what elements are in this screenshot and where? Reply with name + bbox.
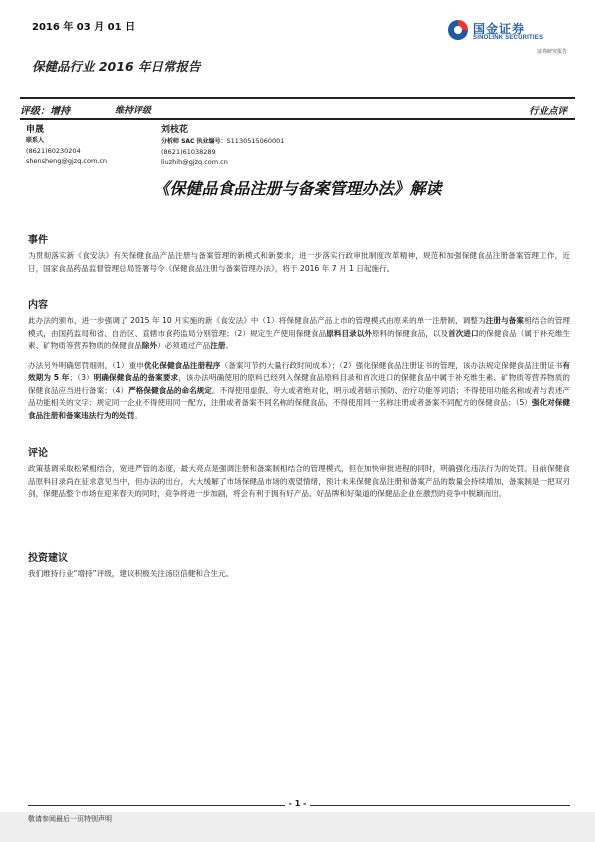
report-type: 行业点评 xyxy=(528,106,567,117)
section-paragraph: 为贯彻落实新《食安法》有关保健食品产品注册与备案管理的新模式和新要求，进一步落实行政审批制度改革精神，规范和加强保健食品注册备案管理工作，近日，国家食品药品监督管理总局签署号令《保健食品注册与备案管理办法》，将于 2016 年 7 月 1 日起施行。 xyxy=(28,251,570,273)
section-heading: 内容 xyxy=(28,300,48,311)
section-heading: 事件 xyxy=(28,235,48,246)
analyst-card xyxy=(161,124,284,167)
analyst-email[interactable]: liuzhih@gjzq.com.cn xyxy=(161,158,228,166)
analyst-name: 申晟 xyxy=(26,125,45,135)
logo-english-name: SINOLINK SECURITIES xyxy=(473,35,544,41)
page-number: - 1 - xyxy=(0,799,595,808)
logo-chinese-name: 国金证券 xyxy=(473,22,526,36)
section-investment-advice xyxy=(28,549,570,581)
document-title: 《保健品食品注册与备案管理办法》解读 xyxy=(153,179,442,198)
report-date: 2016 年 03 月 01 日 xyxy=(32,22,136,33)
section-heading: 投资建议 xyxy=(28,553,68,564)
section-paragraph: 办法另外明确惩罚细则，（1）重申优化保健食品注册程序（备案可节约大量行政时间成本）；（2）强化保健食品注册证书的管理，该办法规定保健食品注册证书有效期为 5 年；（3）明确保健食品的备案要求，该办法明确使用的原料已经列入保健食品原料目录和首次进口的保健食品中属于补充维生素、矿物质等营养物质的保健食品应当进行备案；（4）严格保健食品的命名规定。不得使用虚假、夸大或者绝对化，明示或者暗示预防、治疗功能等词语；不得使用功能名称或者与表述产品功能相关的文字；规定同一企业不得使用同一配方，注册或者备案不同名称的保健食品，不得使用同一名称注册或者备案不同配方的保健食品；（5）强化对保健食品注册和备案违法行为的处罚。 xyxy=(28,360,571,420)
section-paragraph: 此办法的颁布，进一步强调了 2015 年 10 月实施的新《食安法》中（1）将保健食品产品上市的管理模式由原来的单一注册制，调整为注册与备案相结合的管理模式，由国药监局和省、自治区、直辖市食药监局分别管理；（2）规定生产使用保健食品原料目录以外原料的保健食品，以及首次进口的保健食品（属于补充维生素、矿物质等营养物质的保健食品除外）必须通过产品注册。 xyxy=(28,316,571,350)
section-event xyxy=(28,231,570,275)
company-logo xyxy=(427,18,567,58)
disclaimer-note: 敬请参阅最后一页特别声明 xyxy=(28,815,112,823)
section-paragraph: 政策基调采取松紧相结合，宽进严管的态度，最大亮点是强调注册和备案制相结合的管理模式，但在加快审批进程的同时，明确强化违法行为的处罚。目前保健食品原料目录尚在征求意见当中，但办法的出台，大大缓解了市场保健品市场的观望情绪，预计未来保健食品注册和备案产品的数量会持续增加，备案制是一把双刃剑，保健品整个市场在迎来春天的同时，竞争将进一步加剧，将会有利于拥有好产品、好品牌和好渠道的保健品企业在激烈的竞争中脱颖而出。 xyxy=(28,464,570,498)
section-heading: 评论 xyxy=(28,448,48,459)
logo-subtitle: 证券研究报告 xyxy=(537,49,568,55)
header-divider-bottom xyxy=(20,118,575,120)
analyst-phone: (8621)60230204 xyxy=(26,147,81,155)
section-comment xyxy=(28,444,570,501)
rating-bar xyxy=(20,101,575,116)
analyst-role: 联系人 xyxy=(26,137,45,144)
analyst-phone: (8621)61038289 xyxy=(161,148,216,156)
section-content xyxy=(28,296,570,422)
rating-status: 维持评级 xyxy=(115,106,152,116)
analyst-role: 分析师 SAC 执业编号： xyxy=(161,138,227,145)
section-paragraph: 我们维持行业“增持”评级，建议积极关注汤臣倍健和合生元。 xyxy=(28,569,234,578)
sinolink-logo-icon xyxy=(447,19,469,41)
report-series-title: 保健品行业 2016 年日常报告 xyxy=(32,59,201,74)
analyst-email[interactable]: shensheng@gjzq.com.cn xyxy=(26,157,108,165)
header-divider-top xyxy=(20,97,575,99)
analyst-card xyxy=(26,124,107,166)
rating-label: 评级：增持 xyxy=(20,106,70,117)
analyst-name: 刘枝花 xyxy=(161,125,189,135)
analyst-sac-number: S1130515060001 xyxy=(226,137,285,145)
